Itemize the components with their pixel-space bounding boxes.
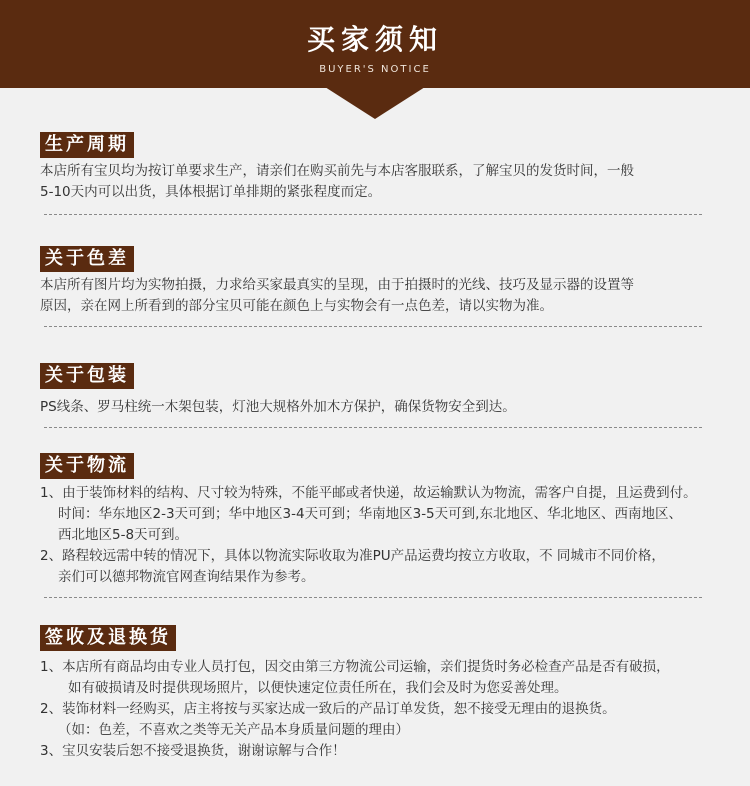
section-color-difference (40, 246, 702, 317)
banner-notch (325, 87, 425, 119)
paragraph-line: 1、本店所有商品均由专业人员打包，因交由第三方物流公司运输，亲们提货时务必检查产品是否有破损， (40, 659, 670, 675)
section-returns (40, 625, 702, 762)
paragraph-line: 本店所有图片均为实物拍摄，力求给买家最真实的呈现，由于拍摄时的光线、技巧及显示器的设置等 (40, 277, 634, 293)
divider (44, 326, 702, 327)
paragraph-line: 西北地区5-8天可到。 (58, 527, 189, 543)
paragraph-line: 时间：华东地区2-3天可到；华中地区3-4天可到；华南地区3-5天可到,东北地区、华北地区、西南地区、 (58, 506, 682, 522)
section-tag: 关于色差 (40, 246, 134, 272)
paragraph-line: （如：色差，不喜欢之类等无关产品本身质量问题的理由） (58, 722, 409, 738)
paragraph-line: 1、由于装饰材料的结构、尺寸较为特殊，不能平邮或者快递，故运输默认为物流，需客户自提，且运费到付。 (40, 485, 697, 501)
section-tag: 关于包装 (40, 363, 134, 389)
section-tag: 签收及退换货 (40, 625, 176, 651)
paragraph-line: PS线条、罗马柱统一木架包装，灯池大规格外加木方保护，确保货物安全到达。 (40, 399, 516, 415)
divider (44, 597, 702, 598)
paragraph-line: 3、宝贝安装后恕不接受退换货，谢谢谅解与合作！ (40, 743, 346, 759)
paragraph-line: 2、路程较远需中转的情况下，具体以物流实际收取为准PU产品运费均按立方收取，不 同城市不同价格， (40, 548, 665, 564)
header-banner (0, 0, 750, 88)
divider (44, 214, 702, 215)
section-production-cycle (40, 132, 702, 203)
section-tag: 生产周期 (40, 132, 134, 158)
paragraph-line: 5-10天内可以出货，具体根据订单排期的紧张程度而定。 (40, 184, 382, 200)
paragraph-line: 本店所有宝贝均为按订单要求生产，请亲们在购买前先与本店客服联系，了解宝贝的发货时间，一般 (40, 163, 634, 179)
paragraph-line: 如有破损请及时提供现场照片，以便快速定位责任所在，我们会及时为您妥善处理。 (68, 680, 568, 696)
paragraph-line: 原因，亲在网上所看到的部分宝贝可能在颜色上与实物会有一点色差，请以实物为准。 (40, 298, 553, 314)
page-title: 买家须知 (306, 23, 443, 56)
section-packaging (40, 363, 702, 418)
paragraph-line: 2、装饰材料一经购买，店主将按与买家达成一致后的产品订单发货，恕不接受无理由的退换货。 (40, 701, 616, 717)
paragraph-line: 亲们可以德邦物流官网查询结果作为参考。 (58, 569, 315, 585)
page-subtitle: BUYER'S NOTICE (319, 64, 431, 75)
section-logistics (40, 453, 702, 588)
divider (44, 427, 702, 428)
section-tag: 关于物流 (40, 453, 134, 479)
